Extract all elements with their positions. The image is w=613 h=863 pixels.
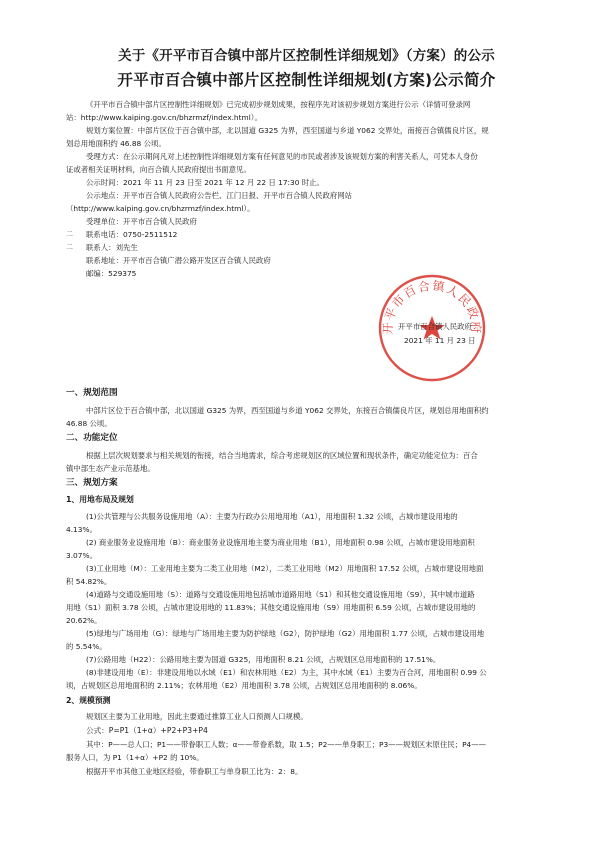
intro-url-line: 站：http://www.kaiping.gov.cn/bhzrmzf/index.html）。	[66, 113, 262, 122]
landuse-item: (7)公路用地（H22）：公路用地主要为国道 G325，用地面积 8.21 公顷，占规划区总用地面积的 17.51%。	[86, 655, 441, 664]
landuse-item: (2) 商业服务业设施用地（B）：商业服务业设施用地主要为商业用地（B1），用地面积 0.98 公顷，占城市建设用地面积	[86, 538, 475, 547]
contact-line: 联系人：刘先生	[86, 243, 138, 252]
signature-date: 2021 年 11 月 23 日	[404, 336, 476, 345]
scope-line-2: 划总用地面积约 46.88 公顷。	[66, 139, 166, 148]
section-heading-function: 二、功能定位	[66, 433, 118, 443]
landuse-item: 顷，占规划区总用地面积的 2.11%；农林用地（E2）用地面积 3.78 公顷，占规划区总用地面积的 8.06%。	[66, 681, 422, 690]
landuse-item: (4)道路与交通设施用地（S）：道路与交通设施用地包括城市道路用地（S1）和其他交通设施用地（S9），其中城市道路	[86, 590, 475, 599]
scope-paragraph-2: 46.88 公顷。	[66, 419, 112, 428]
function-paragraph: 根据上层次规划要求与相关规划的衔接，结合当地需求，综合考虑规划区的区域位置和现状条件，确定功能定位为：百合	[86, 451, 478, 460]
scale-paragraph: 根据开平市其他工业地区经验，带眷职工与单身职工比为：2：8。	[86, 767, 303, 776]
subheading-scale: 2、规模预测	[66, 696, 111, 705]
scope-line: 规划方案位置：中部片区位于百合镇中部，北以国道 G325 为界，西至国道与乡道 Y062 交界处，南接百合镇儒良片区，规	[86, 126, 489, 135]
section-heading-scope: 一、规划范围	[66, 388, 118, 398]
landuse-item: 的 5.54%。	[66, 642, 107, 651]
landuse-item: 积 54.82%。	[66, 577, 112, 586]
section-heading-plan: 三、规划方案	[66, 478, 118, 488]
acceptance-line: 受理方式：在公示期间凡对上述控制性详细规划方案有任何意见的市民或者涉及该规划方案的利害关系人，可凭本人身份	[86, 152, 478, 161]
margin-mark: 二	[66, 243, 73, 251]
landuse-item: 20.62%。	[66, 616, 102, 625]
phone-line: 联系电话：0750-2511512	[86, 230, 178, 239]
postcode-line: 邮编：529375	[86, 269, 137, 278]
seal-ring-text: 开平市百合镇人民政府	[380, 278, 484, 336]
landuse-item: 4.13%。	[66, 525, 97, 534]
notice-title: 关于《开平市百合镇中部片区控制性详细规划》（方案）的公示	[118, 48, 495, 64]
landuse-item: 用地（S1）面积 3.78 公顷，占城市建设用地的 11.83%；其他交通设施用地（S9）用地面积 6.59 公顷，占城市建设用地的	[66, 603, 476, 612]
scope-paragraph: 中部片区位于百合镇中部，北以国道 G325 为界，西至国道与乡道 Y062 交界处，东接百合镇儒良片区，规划总用地面积约	[86, 406, 489, 415]
landuse-item: 3.07%。	[66, 551, 97, 560]
receiver-line: 受理单位：开平市百合镇人民政府	[86, 217, 197, 226]
landuse-item: (5)绿地与广场用地（G）：绿地与广场用地主要为防护绿地（G2），防护绿地（G2）用地面积 1.77 公顷，占城市建设用地	[86, 629, 485, 638]
signature-organization: 开平市百合镇人民政府	[398, 322, 472, 331]
function-paragraph-2: 镇中部生态产业示范基地。	[66, 464, 155, 473]
place-line: 公示地点：开平市百合镇人民政府公告栏、江门日报、开平市百合镇人民政府网站	[86, 191, 353, 200]
scale-paragraph: 服务人口，为 P1（1+α）+P2 的 10%。	[66, 753, 204, 762]
scale-paragraph: 规划区主要为工业用地，因此主要通过推算工业人口预测人口规模。	[86, 712, 308, 721]
landuse-item: (8)非建设用地（E）：非建设用地以水域（E1）和农林用地（E2）为主，其中水域（E1）主要为百合河，用地面积 0.99 公	[86, 668, 487, 677]
scale-paragraph: 其中：P——总人口；P1——带眷职工人数；α——带眷系数，取 1.5；P2——单身职工；P3——规划区末原住民；P4——	[86, 740, 487, 749]
intro-line: 《开平市百合镇中部片区控制性详细规划》已完成初步规划成果，按程序先对该初步规划方案进行公示（详情可登录网	[86, 100, 471, 109]
acceptance-line-2: 证或者相关证明材料，向百合镇人民政府提出书面意见。	[66, 165, 251, 174]
landuse-item: (3)工业用地（M）：工业用地主要为二类工业用地（M2），二类工业用地（M2）用地面积 17.52 公顷，占城市建设用地面	[86, 564, 484, 573]
population-formula: 公式：P=P1（1+α）+P2+P3+P4	[86, 726, 208, 735]
period-line: 公示时间：2021 年 11 月 23 日至 2021 年 12 月 22 日 17:30 时止。	[86, 178, 324, 187]
subheading-landuse: 1、用地布局及规划	[66, 495, 134, 504]
place-url-line: （http://www.kaiping.gov.cn/bhzrmzf/index.html）。	[66, 204, 255, 213]
notice-subtitle: 开平市百合镇中部片区控制性详细规划(方案)公示简介	[117, 71, 496, 89]
landuse-item: (1)公共管理与公共服务设施用地（A）：主要为行政办公用地用地（A1），用地面积 1.32 公顷，占城市建设用地的	[86, 512, 458, 521]
address-line: 联系地址：开平市百合镇广潜公路开发区百合镇人民政府	[86, 256, 271, 265]
margin-mark: 二	[66, 230, 73, 238]
